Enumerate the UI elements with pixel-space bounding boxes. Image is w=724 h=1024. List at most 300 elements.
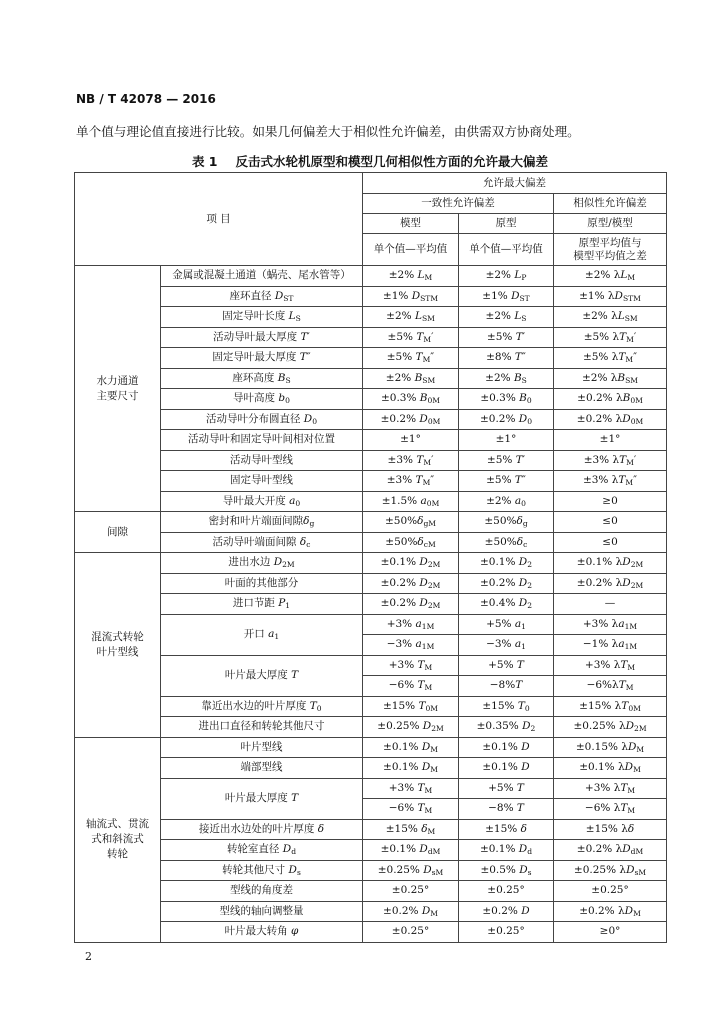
symbol: T <box>515 330 523 343</box>
subscript: g <box>309 519 315 529</box>
text-run: 金属或混凝土通道（蜗壳、尾水管等） <box>172 269 351 282</box>
symbol: D <box>419 556 428 569</box>
subscript: M <box>625 355 634 365</box>
subscript: M <box>430 744 438 754</box>
similarity-value-cell <box>554 594 667 615</box>
similarity-value-cell <box>554 901 667 922</box>
subscript: M <box>625 683 634 693</box>
symbol: T <box>514 474 522 487</box>
text-run: ±3% λ <box>583 453 620 466</box>
symbol: B <box>617 371 626 384</box>
symbol: D <box>626 863 635 876</box>
prototype-value-cell <box>459 430 554 451</box>
symbol: T <box>418 699 426 712</box>
category-label-line: 主要尺寸 <box>96 389 139 402</box>
symbol: a <box>514 494 522 507</box>
text-run: ±5% λ <box>582 351 619 364</box>
prototype-value-cell <box>459 655 554 676</box>
item-cell <box>161 348 363 369</box>
text-run: ±3% λ <box>582 474 619 487</box>
subscript: 0M <box>427 396 441 406</box>
prototype-value-cell <box>459 840 554 861</box>
symbol: B <box>414 371 423 384</box>
text-run: ±0.2% λ <box>576 412 623 425</box>
symbol: T <box>417 658 425 671</box>
text-run: 接近出水边处的叶片厚度 <box>198 822 318 835</box>
subscript: 0 <box>316 703 322 713</box>
similarity-value-cell <box>554 655 667 676</box>
model-value-cell <box>363 737 459 758</box>
table-row <box>75 307 667 328</box>
text-run: ±0.25° <box>591 884 629 897</box>
subscript: M <box>422 478 431 488</box>
similarity-value-cell <box>554 491 667 512</box>
text-run: ±0.1% <box>380 556 420 569</box>
similarity-value-cell <box>554 368 667 389</box>
deviation-table <box>74 172 667 943</box>
table-row <box>75 553 667 574</box>
similarity-value-cell <box>554 778 667 799</box>
symbol: T <box>618 679 626 692</box>
table-header <box>75 173 667 266</box>
model-value-cell <box>363 594 459 615</box>
subscript: 0 <box>312 416 318 426</box>
similarity-value-cell <box>554 840 667 861</box>
text-run: ±50% <box>484 515 517 528</box>
prototype-value-cell <box>459 389 554 410</box>
model-value-cell <box>363 512 459 533</box>
text-run: 活动导叶和固定导叶间相对位置 <box>188 433 335 446</box>
text-run: −1% λ <box>582 638 619 651</box>
symbol: D <box>622 843 631 856</box>
symbol: D <box>421 740 431 753</box>
table-row <box>75 512 667 533</box>
text-run: 叶片最大厚度 <box>224 669 292 681</box>
text-run: −6%λ <box>586 679 619 692</box>
symbol: T <box>516 781 524 794</box>
intro-paragraph: 单个值与理论值直接进行比较。如果几何偏差大于相似性允许偏差，由供需双方协商处理。 <box>76 124 580 139</box>
table-row <box>75 286 667 307</box>
symbol: T <box>417 781 425 794</box>
text-run: ″ <box>633 474 638 487</box>
prototype-value-cell <box>459 717 554 738</box>
similarity-value-cell <box>554 450 667 471</box>
subscript: M <box>627 273 636 283</box>
subscript: 1 <box>274 632 280 642</box>
prototype-value-cell <box>459 348 554 369</box>
text-run: +3% <box>386 617 416 630</box>
prototype-value-cell <box>459 737 554 758</box>
subscript: 1 <box>521 642 526 652</box>
text-run: ′ <box>522 330 526 343</box>
symbol: a <box>415 617 422 630</box>
symbol: D <box>521 761 530 774</box>
category-label-line: 轴流式、贯流 <box>86 818 149 830</box>
subscript: S <box>521 375 527 385</box>
text-run: ±50% <box>484 535 517 548</box>
item-cell <box>161 491 363 512</box>
text-run: ±15% <box>382 699 419 712</box>
symbol: T <box>620 802 628 815</box>
subscript: d <box>291 847 297 857</box>
symbol: T <box>300 330 308 343</box>
similarity-value-cell <box>554 471 667 492</box>
text-run: ±1° <box>599 433 621 446</box>
symbol: a <box>268 628 275 640</box>
text-run: ±1% <box>482 289 512 302</box>
symbol: D <box>411 289 421 302</box>
header-row <box>75 173 667 194</box>
symbol: δ <box>317 822 325 835</box>
symbol: T <box>620 781 628 794</box>
prototype-value-cell <box>459 266 554 287</box>
subscript: 0 <box>524 703 530 713</box>
subscript: SM <box>422 375 436 385</box>
prototype-value-cell <box>459 491 554 512</box>
symbol: T <box>415 351 423 364</box>
symbol: D <box>625 720 635 733</box>
item-cell <box>161 901 363 922</box>
item-cell <box>161 512 363 533</box>
standard-code: NB / T 42078 — 2016 <box>76 92 216 106</box>
subscript: M <box>430 908 438 918</box>
text-run: ±0.2% <box>380 412 420 425</box>
subscript: 0 <box>295 498 301 508</box>
subscript: M <box>427 826 436 836</box>
text-run: ±15% λ <box>585 822 628 835</box>
table-row <box>75 327 667 348</box>
text-run: ±0.1% <box>380 843 420 856</box>
subscript: 0 <box>526 396 532 406</box>
text-run: 靠近出水边的叶片厚度 <box>201 699 310 712</box>
text-run: 座环高度 <box>232 371 278 384</box>
symbol: δ <box>516 535 524 548</box>
symbol: D <box>282 843 292 856</box>
text-run: 叶片最大厚度 <box>224 792 292 804</box>
symbol: D <box>518 412 528 425</box>
item-cell <box>161 266 363 287</box>
subscript: SM <box>624 314 638 324</box>
prototype-header: 原型 <box>459 214 554 234</box>
subscript: 2M <box>630 560 644 570</box>
subscript: P <box>521 273 527 283</box>
symbol: L <box>288 310 296 323</box>
item-cell <box>161 409 363 430</box>
symbol: a <box>514 638 522 651</box>
model-value-cell <box>363 676 459 697</box>
text-run: ±3% <box>386 474 416 487</box>
model-value-cell <box>363 450 459 471</box>
model-value-cell <box>363 471 459 492</box>
item-cell <box>161 450 363 471</box>
similarity-value-cell <box>554 819 667 840</box>
table-row <box>75 717 667 738</box>
prototype-value-cell <box>459 553 554 574</box>
text-run: +3% <box>388 781 418 794</box>
table-row <box>75 368 667 389</box>
text-run: ′ <box>431 453 434 466</box>
model-value-cell <box>363 491 459 512</box>
text-run: −8% <box>489 679 516 692</box>
table-row <box>75 655 667 676</box>
header-line: 原型平均值与 <box>578 236 642 249</box>
symbol: B <box>419 392 428 405</box>
symbol: T <box>516 802 524 815</box>
text-run: ±0.2% <box>383 904 422 917</box>
text-run: 活动导叶型线 <box>230 453 293 466</box>
model-value-cell <box>363 573 459 594</box>
text-run: ′ <box>307 330 310 343</box>
symbol: a <box>618 617 625 630</box>
symbol: D <box>422 720 432 733</box>
item-cell <box>161 471 363 492</box>
model-value-cell <box>363 922 459 943</box>
category-label-line: 水力通道 <box>96 374 139 387</box>
text-run: ±2% λ <box>582 310 618 323</box>
category-cell <box>75 737 161 942</box>
symbol: δ <box>299 535 307 548</box>
table-row <box>75 737 667 758</box>
text-run: ±50% <box>384 515 418 528</box>
text-run: ±2% λ <box>581 371 618 384</box>
table-row <box>75 471 667 492</box>
subscript: sM <box>634 867 647 877</box>
similarity-value-cell <box>554 266 667 287</box>
subscript: M <box>626 457 634 467</box>
subscript: 1 <box>521 621 526 631</box>
text-run: ≥0° <box>599 925 621 938</box>
subscript: 1M <box>421 642 435 652</box>
page-number: 2 <box>85 950 92 963</box>
symbol: L <box>617 310 625 323</box>
table-row <box>75 389 667 410</box>
item-cell <box>161 286 363 307</box>
prototype-value-cell <box>459 307 554 328</box>
text-run: ±0.2% <box>482 904 522 917</box>
text-run: −3% <box>386 638 416 651</box>
prototype-value-cell <box>459 922 554 943</box>
table-body <box>75 266 667 943</box>
text-run: ±15% λ <box>579 699 622 712</box>
text-run: ±1° <box>495 433 517 446</box>
text-run: ±5% <box>486 474 515 487</box>
text-run: ±5% <box>387 330 417 343</box>
text-run: 固定导叶长度 <box>222 310 289 323</box>
text-run: +3% λ <box>582 617 619 630</box>
text-run: +5% <box>488 658 517 671</box>
subscript: 0M <box>628 703 641 713</box>
similarity-value-cell <box>554 860 667 881</box>
model-value-cell <box>363 368 459 389</box>
symbol: δ <box>417 515 424 528</box>
symbol: D <box>622 412 631 425</box>
subscript: s <box>296 867 301 877</box>
text-run: ″ <box>306 351 311 364</box>
model-value-cell <box>363 286 459 307</box>
text-run: ±0.2% λ <box>576 576 623 589</box>
table-row <box>75 778 667 799</box>
text-run: ±0.2% <box>479 576 519 589</box>
table-row <box>75 758 667 779</box>
prototype-value-cell <box>459 573 554 594</box>
text-run: −3% <box>486 638 515 651</box>
prototype-value-cell <box>459 901 554 922</box>
text-run: 导叶最大开度 <box>222 494 290 507</box>
prototype-value-cell <box>459 676 554 697</box>
symbol: D <box>423 863 432 876</box>
similarity-value-cell <box>554 922 667 943</box>
similarity-value-cell <box>554 409 667 430</box>
subscript: M <box>625 478 634 488</box>
prototype-value-cell <box>459 860 554 881</box>
similarity-value-cell <box>554 635 667 656</box>
item-cell <box>161 368 363 389</box>
symbol: L <box>414 310 422 323</box>
subscript: c <box>523 539 528 549</box>
text-run: ′ <box>522 453 526 466</box>
table-number: 表 1 <box>191 154 218 169</box>
similarity-value-cell <box>554 758 667 779</box>
subscript: 2M <box>427 560 441 570</box>
text-run: ±1% <box>382 289 412 302</box>
symbol: D <box>419 576 428 589</box>
symbol: D <box>421 904 431 917</box>
subscript: cM <box>423 539 436 549</box>
text-run: ±0.25° <box>487 884 525 897</box>
text-run: ±0.1% <box>383 740 422 753</box>
symbol: δ <box>417 535 424 548</box>
subscript: 0 <box>285 396 290 406</box>
symbol: D <box>628 740 637 753</box>
model-value-cell <box>363 696 459 717</box>
item-cell <box>161 778 363 819</box>
subscript: M <box>633 765 641 775</box>
table-row <box>75 840 667 861</box>
subscript: S <box>295 314 301 324</box>
table-row <box>75 594 667 615</box>
model-value-cell <box>363 860 459 881</box>
category-label-line: 转轮 <box>107 848 128 860</box>
subscript: M <box>424 806 433 816</box>
similarity-value-cell <box>554 737 667 758</box>
header-line: 模型平均值之差 <box>573 249 647 262</box>
symbol: T <box>618 351 626 364</box>
item-cell <box>161 881 363 902</box>
subscript: M <box>430 765 438 775</box>
text-run: 进出水边 <box>228 556 274 569</box>
subscript: S <box>521 314 527 324</box>
similarity-value-cell <box>554 389 667 410</box>
subscript: M <box>423 334 432 344</box>
item-column-header: 项 目 <box>75 173 363 266</box>
item-cell <box>161 553 363 574</box>
symbol: T <box>417 679 425 692</box>
model-value-cell <box>363 348 459 369</box>
symbol: D <box>518 556 528 569</box>
symbol: T <box>417 802 425 815</box>
text-run: ±0.2% <box>380 576 420 589</box>
symbol: L <box>514 269 522 282</box>
subscript: 0M <box>427 416 441 426</box>
similarity-value-cell <box>554 881 667 902</box>
symbol: T <box>619 453 627 466</box>
text-run: ±0.25% <box>377 720 423 733</box>
text-run: 进口节距 <box>232 597 279 610</box>
symbol: T <box>517 699 525 712</box>
prototype-value-cell <box>459 635 554 656</box>
subscript: 1M <box>624 642 638 652</box>
symbol: D <box>518 576 528 589</box>
subscript: 2 <box>527 580 533 590</box>
text-run: ±0.15% λ <box>575 740 628 753</box>
symbol: B <box>513 371 522 384</box>
text-run: ±0.25% <box>377 863 424 876</box>
table-row <box>75 491 667 512</box>
text-run: −8% <box>488 802 517 815</box>
symbol: D <box>521 904 530 917</box>
model-value-cell <box>363 430 459 451</box>
prototype-value-cell <box>459 881 554 902</box>
text-run: +3% λ <box>584 658 621 671</box>
text-run: +5% <box>488 781 517 794</box>
text-run: 活动导叶分布圆直径 <box>205 412 304 425</box>
text-run: ±0.2% <box>479 412 519 425</box>
category-label-line: 式和斜流式 <box>91 833 144 845</box>
model-value-cell <box>363 553 459 574</box>
symbol: T <box>299 351 307 364</box>
text-run: ±0.1% λ <box>579 761 625 774</box>
text-run: ±0.1% <box>479 556 519 569</box>
text-run: −6% <box>388 802 418 815</box>
prototype-value-cell <box>459 778 554 799</box>
symbol: T <box>514 351 522 364</box>
item-cell <box>161 573 363 594</box>
text-run: 座环直径 <box>229 289 275 302</box>
symbol: D <box>288 863 297 876</box>
text-run: 固定导叶最大厚度 <box>212 351 300 364</box>
prototype-value-cell <box>459 327 554 348</box>
prototype-value-cell <box>459 614 554 635</box>
text-run: ±5% <box>486 453 516 466</box>
subscript: dM <box>630 847 644 857</box>
text-run: ±15% <box>485 822 521 835</box>
model-header: 模型 <box>363 214 459 234</box>
symbol: δ <box>627 822 635 835</box>
model-value-cell <box>363 819 459 840</box>
text-run: ±1.5% <box>381 494 421 507</box>
similarity-value-cell <box>554 430 667 451</box>
text-run: ±1% λ <box>579 289 615 302</box>
item-cell <box>161 327 363 348</box>
prototype-value-cell <box>459 799 554 820</box>
text-run: ±0.3% <box>380 392 420 405</box>
subscript: M <box>424 273 433 283</box>
category-label-line: 混流式转轮 <box>91 630 144 643</box>
symbol: D <box>419 597 428 610</box>
subscript: M <box>423 457 432 467</box>
subscript: ST <box>283 293 294 303</box>
text-run: ±0.35% <box>476 720 523 733</box>
subscript: 0 <box>521 498 526 508</box>
symbol: D <box>624 761 634 774</box>
text-run: ±0.2% λ <box>577 392 623 405</box>
table-row <box>75 614 667 635</box>
max-deviation-header: 允许最大偏差 <box>363 173 667 194</box>
similarity-value-cell <box>554 348 667 369</box>
prototype-value-cell <box>459 819 554 840</box>
model-value-cell <box>363 327 459 348</box>
text-run: ″ <box>430 474 435 487</box>
